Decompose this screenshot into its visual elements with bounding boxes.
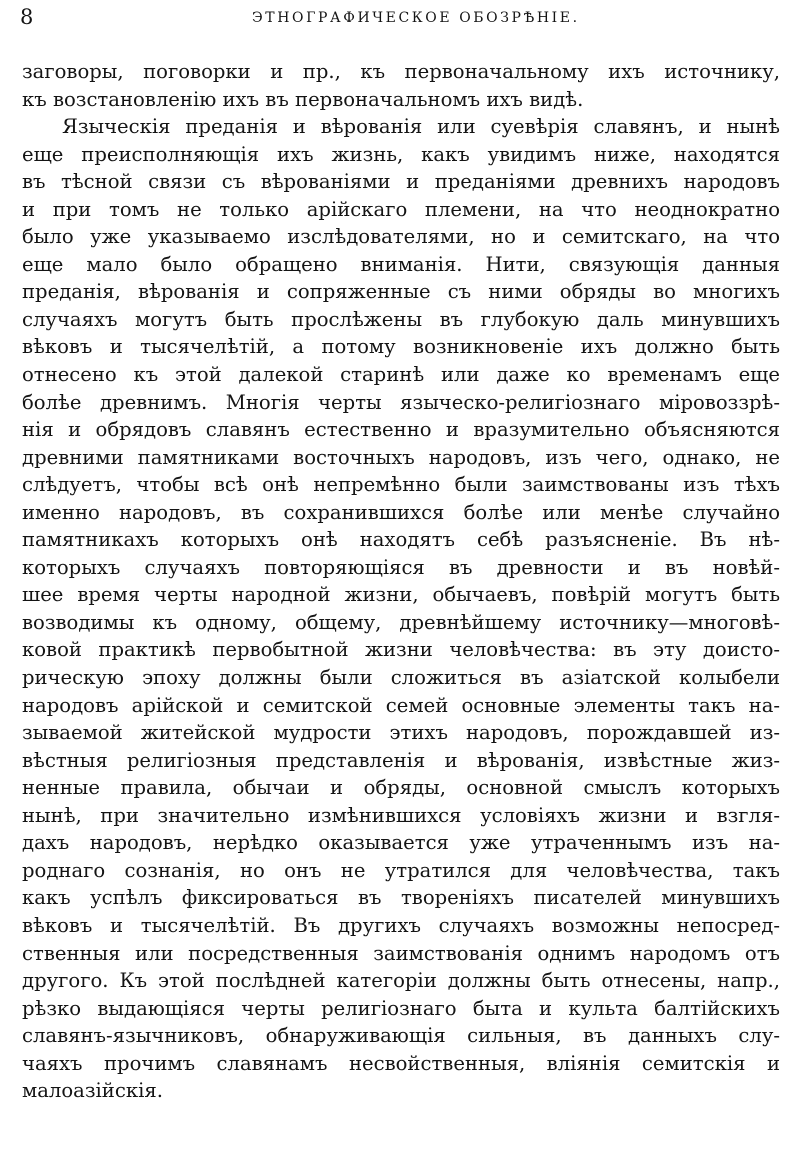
text-line: слѣдуетъ, чтобы всѣ онѣ непремѣнно были заимствованы изъ тѣхъ [22, 473, 780, 497]
text-line: и при томъ не только арійскаго племени, на что неоднократно [22, 197, 780, 221]
text-line: вѣковъ и тысячелѣтій, а потому возникновеніе ихъ должно быть [22, 335, 780, 359]
text-line: роднаго сознанія, но онъ не утратился для человѣчества, такъ [22, 858, 780, 882]
page-header [20, 2, 778, 32]
text-line: къ возстановленію ихъ въ первоначальномъ ихъ видѣ. [22, 87, 584, 111]
text-line: болѣе древнимъ. Многія черты языческо-религіознаго міровоззрѣ- [22, 390, 780, 414]
text-line: еще мало было обращено вниманія. Нити, связующія данныя [22, 252, 780, 276]
text-line: вѣковъ и тысячелѣтій. Въ другихъ случаяхъ возможны непосред- [22, 913, 780, 937]
running-title: ЭТНОГРАФИЧЕСКОЕ ОБОЗРѢНІЕ. [252, 10, 580, 26]
text-line: было уже указываемо изслѣдователями, но и семитскаго, на что [22, 225, 780, 249]
text-line: отнесено къ этой далекой старинѣ или даже ко временамъ еще [22, 363, 780, 387]
text-line: древними памятниками восточныхъ народовъ, изъ чего, однако, не [22, 445, 780, 469]
text-line: дахъ народовъ, нерѣдко оказывается уже утраченнымъ изъ на- [22, 831, 780, 855]
text-line: преданія, вѣрованія и сопряженные съ ними обряды во многихъ [22, 280, 780, 304]
text-line: возводимы къ одному, общему, древнѣйшему источнику—многовѣ- [22, 610, 780, 634]
text-line: нія и обрядовъ славянъ естественно и вразумительно объясняются [22, 418, 780, 442]
text-line: зываемой житейской мудрости этихъ народовъ, порождавшей из- [22, 721, 780, 745]
text-line: какъ успѣлъ фиксироваться въ твореніяхъ писателей минувшихъ [22, 886, 780, 910]
text-line: вѣстныя религіозныя представленія и вѣрованія, извѣстные жиз- [22, 748, 780, 772]
text-line: рическую эпоху должны были сложиться въ азіатской колыбели [22, 666, 780, 690]
body-text [22, 58, 780, 1105]
text-line: шее время черты народной жизни, обычаевъ, повѣрій могутъ быть [22, 583, 780, 607]
text-line: случаяхъ могутъ быть прослѣжены въ глубокую даль минувшихъ [22, 307, 780, 331]
text-line: народовъ арійской и семитской семей основные элементы такъ на- [22, 693, 780, 717]
text-line: другого. Къ этой послѣдней категоріи должны быть отнесены, напр., [22, 969, 780, 993]
text-line: славянъ-язычниковъ, обнаруживающія сильныя, въ данныхъ слу- [22, 1024, 780, 1048]
text-line: заговоры, поговорки и пр., къ первоначальному ихъ источнику, [22, 60, 780, 83]
text-line: чаяхъ прочимъ славянамъ несвойственныя, вліянія семитскія и [22, 1051, 780, 1075]
text-line: ственныя или посредственныя заимствованія однимъ народомъ отъ [22, 941, 780, 965]
text-line: ковой практикѣ первобытной жизни человѣчества: въ эту доисто- [22, 638, 780, 662]
text-line: именно народовъ, въ сохранившихся болѣе или менѣе случайно [22, 500, 780, 524]
text-line: рѣзко выдающіяся черты религіознаго быта и культа балтійскихъ [22, 996, 780, 1020]
page-number: 8 [20, 5, 34, 29]
text-line: еще преисполняющія ихъ жизнь, какъ увидимъ ниже, находятся [22, 142, 780, 166]
text-line: въ тѣсной связи съ вѣрованіями и преданіями древнихъ народовъ [22, 170, 780, 194]
text-line: малоазійскія. [22, 1079, 163, 1103]
text-line: памятникахъ которыхъ онѣ находятъ себѣ разъясненіе. Въ нѣ- [22, 528, 780, 552]
text-line: нынѣ, при значительно измѣнившихся условіяхъ жизни и взгля- [22, 803, 780, 827]
text-line: Языческія преданія и вѣрованія или суевѣрія славянъ, и нынѣ [62, 115, 780, 139]
text-line: ненные правила, обычаи и обряды, основной смыслъ которыхъ [22, 776, 780, 800]
text-line: которыхъ случаяхъ повторяющіяся въ древности и въ новѣй- [22, 555, 780, 579]
